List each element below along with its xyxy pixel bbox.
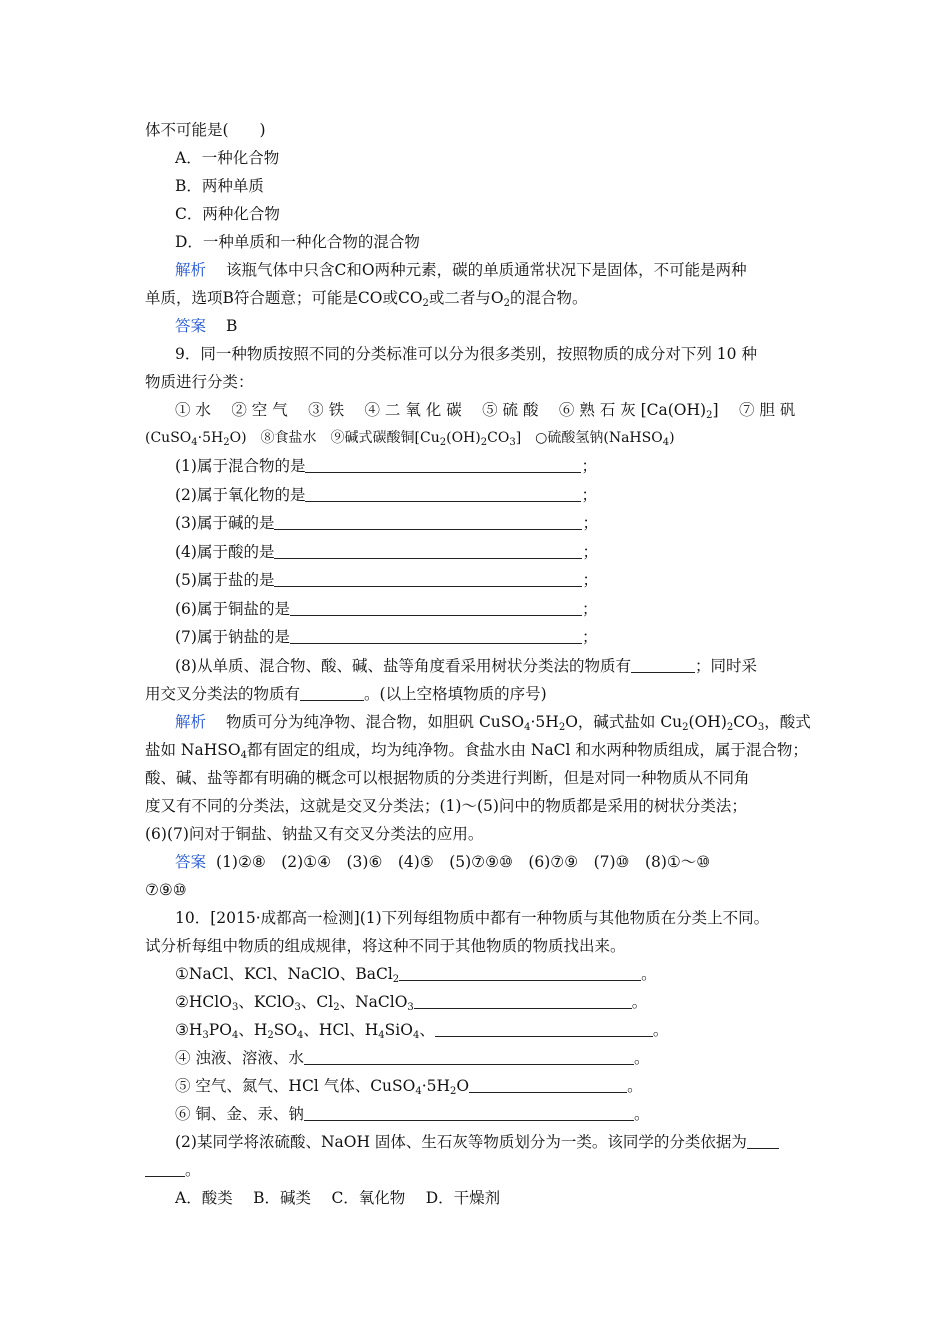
analysis-label: 解析 (175, 712, 207, 731)
answer-label: 答案 (175, 852, 207, 871)
answer-blank[interactable] (290, 625, 582, 644)
q9-answer-line1: 答案 (1)②⑧ (2)①④ (3)⑥ (4)⑤ (5)⑦⑨⑩ (6)⑦⑨ (7)⑩ (8)①～⑩ (175, 852, 711, 871)
answer-blank[interactable] (305, 454, 581, 473)
q10-stem-line1: 10．[2015·成都高一检测](1)下列每组物质中都有一种物质与其他物质在分类上不同。 (175, 908, 770, 927)
answer-blank[interactable] (274, 511, 582, 530)
answer-blank[interactable] (300, 682, 364, 701)
q9-sub8-line2: 用交叉分类法的物质有 。(以上空格填物质的序号) (145, 680, 815, 708)
q8-analysis-line1: 解析 该瓶气体中只含C和O两种元素，碳的单质通常状况下是固体，不可能是两种 (175, 261, 747, 279)
q9-sub4: (4)属于酸的是 ； (145, 538, 815, 567)
answer-blank[interactable] (145, 1158, 185, 1177)
answer-blank[interactable] (747, 1130, 779, 1149)
answer-label: 答案 (175, 317, 207, 335)
q10-group2: ②HClO$_3$、KClO$_3$、$Cl_2$、NaClO$_3$ 。 (145, 988, 815, 1016)
answer-blank[interactable] (469, 1074, 627, 1093)
q9-sub2: (2)属于氧化物的是 ； (145, 481, 815, 510)
q10-stem-line2: 试分析每组中物质的组成规律，将这种不同于其他物质的物质找出来。 (145, 936, 626, 955)
q10-group5: ⑤ 空气、氮气、HCl 气体、$CuSO_4\cdot 5H_2O$ 。 (145, 1072, 815, 1100)
answer-blank[interactable] (290, 597, 582, 616)
q10-group3: $③H_3PO_4$、$H_2SO_4$、HCl、$H_4SiO_4$、 。 (145, 1016, 815, 1044)
q8-analysis-line2: 单质，选项B符合题意；可能是CO或$CO_2$或二者与$O_2$的混合物。 (145, 289, 588, 309)
q9-analysis-line5: (6)(7)问对于铜盐、钠盐又有交叉分类法的应用。 (145, 824, 484, 843)
answer-blank[interactable] (274, 568, 582, 587)
q9-stem-line2: 物质进行分类： (145, 373, 254, 391)
answer-blank[interactable] (631, 654, 695, 673)
q10-group4: ④ 浊液、溶液、水 。 (145, 1044, 815, 1072)
q9-sub3: (3)属于碱的是 ； (145, 509, 815, 538)
q8-stem-tail: 体不可能是( ) (145, 121, 266, 139)
q8-option-d: D．一种单质和一种化合物的混合物 (175, 233, 420, 251)
q8-option-c: C．两种化合物 (175, 205, 280, 223)
q9-items-line1: ① 水 ② 空 气 ③ 铁 ④ 二 氧 化 碳 ⑤ 硫 酸 ⑥ 熟 石 灰 $[Ca(OH)_2]$ ⑦ 胆 矾 (175, 401, 796, 421)
document-page (145, 116, 815, 1212)
q9-analysis-line2: 盐如 NaHSO$_4$都有固定的组成，均为纯净物。食盐水由 NaCl 和水两种物质组成，属于混合物； (145, 740, 808, 761)
q9-stem-line1: 9．同一种物质按照不同的分类标准可以分为很多类别，按照物质的成分对下列 10 种 (175, 345, 757, 363)
q10-part2-line2: 。 (145, 1156, 815, 1184)
q10-choices: A．酸类 B．碱类 C．氧化物 D．干燥剂 (175, 1188, 501, 1207)
q8-option-b: B．两种单质 (175, 177, 264, 195)
q9-sub1: (1)属于混合物的是 ； (145, 452, 815, 481)
answer-blank[interactable] (399, 962, 641, 981)
q10-group1: ①NaCl、KCl、NaClO、BaCl$_2$ 。 (145, 960, 815, 988)
q9-sub6: (6)属于铜盐的是 ； (145, 595, 815, 624)
answer-blank[interactable] (304, 1102, 634, 1121)
q9-items-line2: $(CuSO_4\cdot 5H_2O)$ ⑧食盐水 ⑨碱式碳酸铜$[Cu_2(OH)_2CO_3]$ ○硫酸氢钠(NaHSO$_4$) (145, 430, 675, 448)
q9-sub7: (7)属于钠盐的是 ； (145, 623, 815, 652)
q9-sub8-line1: (8)从单质、混合物、酸、碱、盐等角度看采用树状分类法的物质有 ；同时采 (145, 652, 815, 680)
answer-blank[interactable] (414, 990, 632, 1009)
q9-analysis-line3: 酸、碱、盐等都有明确的概念可以根据物质的分类进行判断，但是对同一种物质从不同角 (145, 768, 750, 787)
q8-option-a: A．一种化合物 (175, 149, 280, 167)
answer-blank[interactable] (435, 1018, 653, 1037)
q9-analysis-line1: 解析 物质可分为纯净物、混合物，如胆矾 $CuSO_4\cdot 5H_2O$，碱式盐如 $Cu_2(OH)_2CO_3$，酸式 (175, 712, 811, 733)
q10-part2-line1: (2)某同学将浓硫酸、NaOH 固体、生石灰等物质划分为一类。该同学的分类依据为 (145, 1128, 815, 1156)
analysis-label: 解析 (175, 261, 207, 279)
answer-blank[interactable] (305, 483, 581, 502)
q9-answer-line2: ⑦⑨⑩ (145, 880, 187, 899)
answer-blank[interactable] (304, 1046, 634, 1065)
q8-answer: 答案 B (175, 317, 238, 335)
q10-group6: ⑥ 铜、金、汞、钠 。 (145, 1100, 815, 1128)
q9-sub5: (5)属于盐的是 ； (145, 566, 815, 595)
answer-blank[interactable] (274, 540, 582, 559)
q9-analysis-line4: 度又有不同的分类法，这就是交叉分类法；(1)～(5)问中的物质都是采用的树状分类法； (145, 796, 747, 815)
